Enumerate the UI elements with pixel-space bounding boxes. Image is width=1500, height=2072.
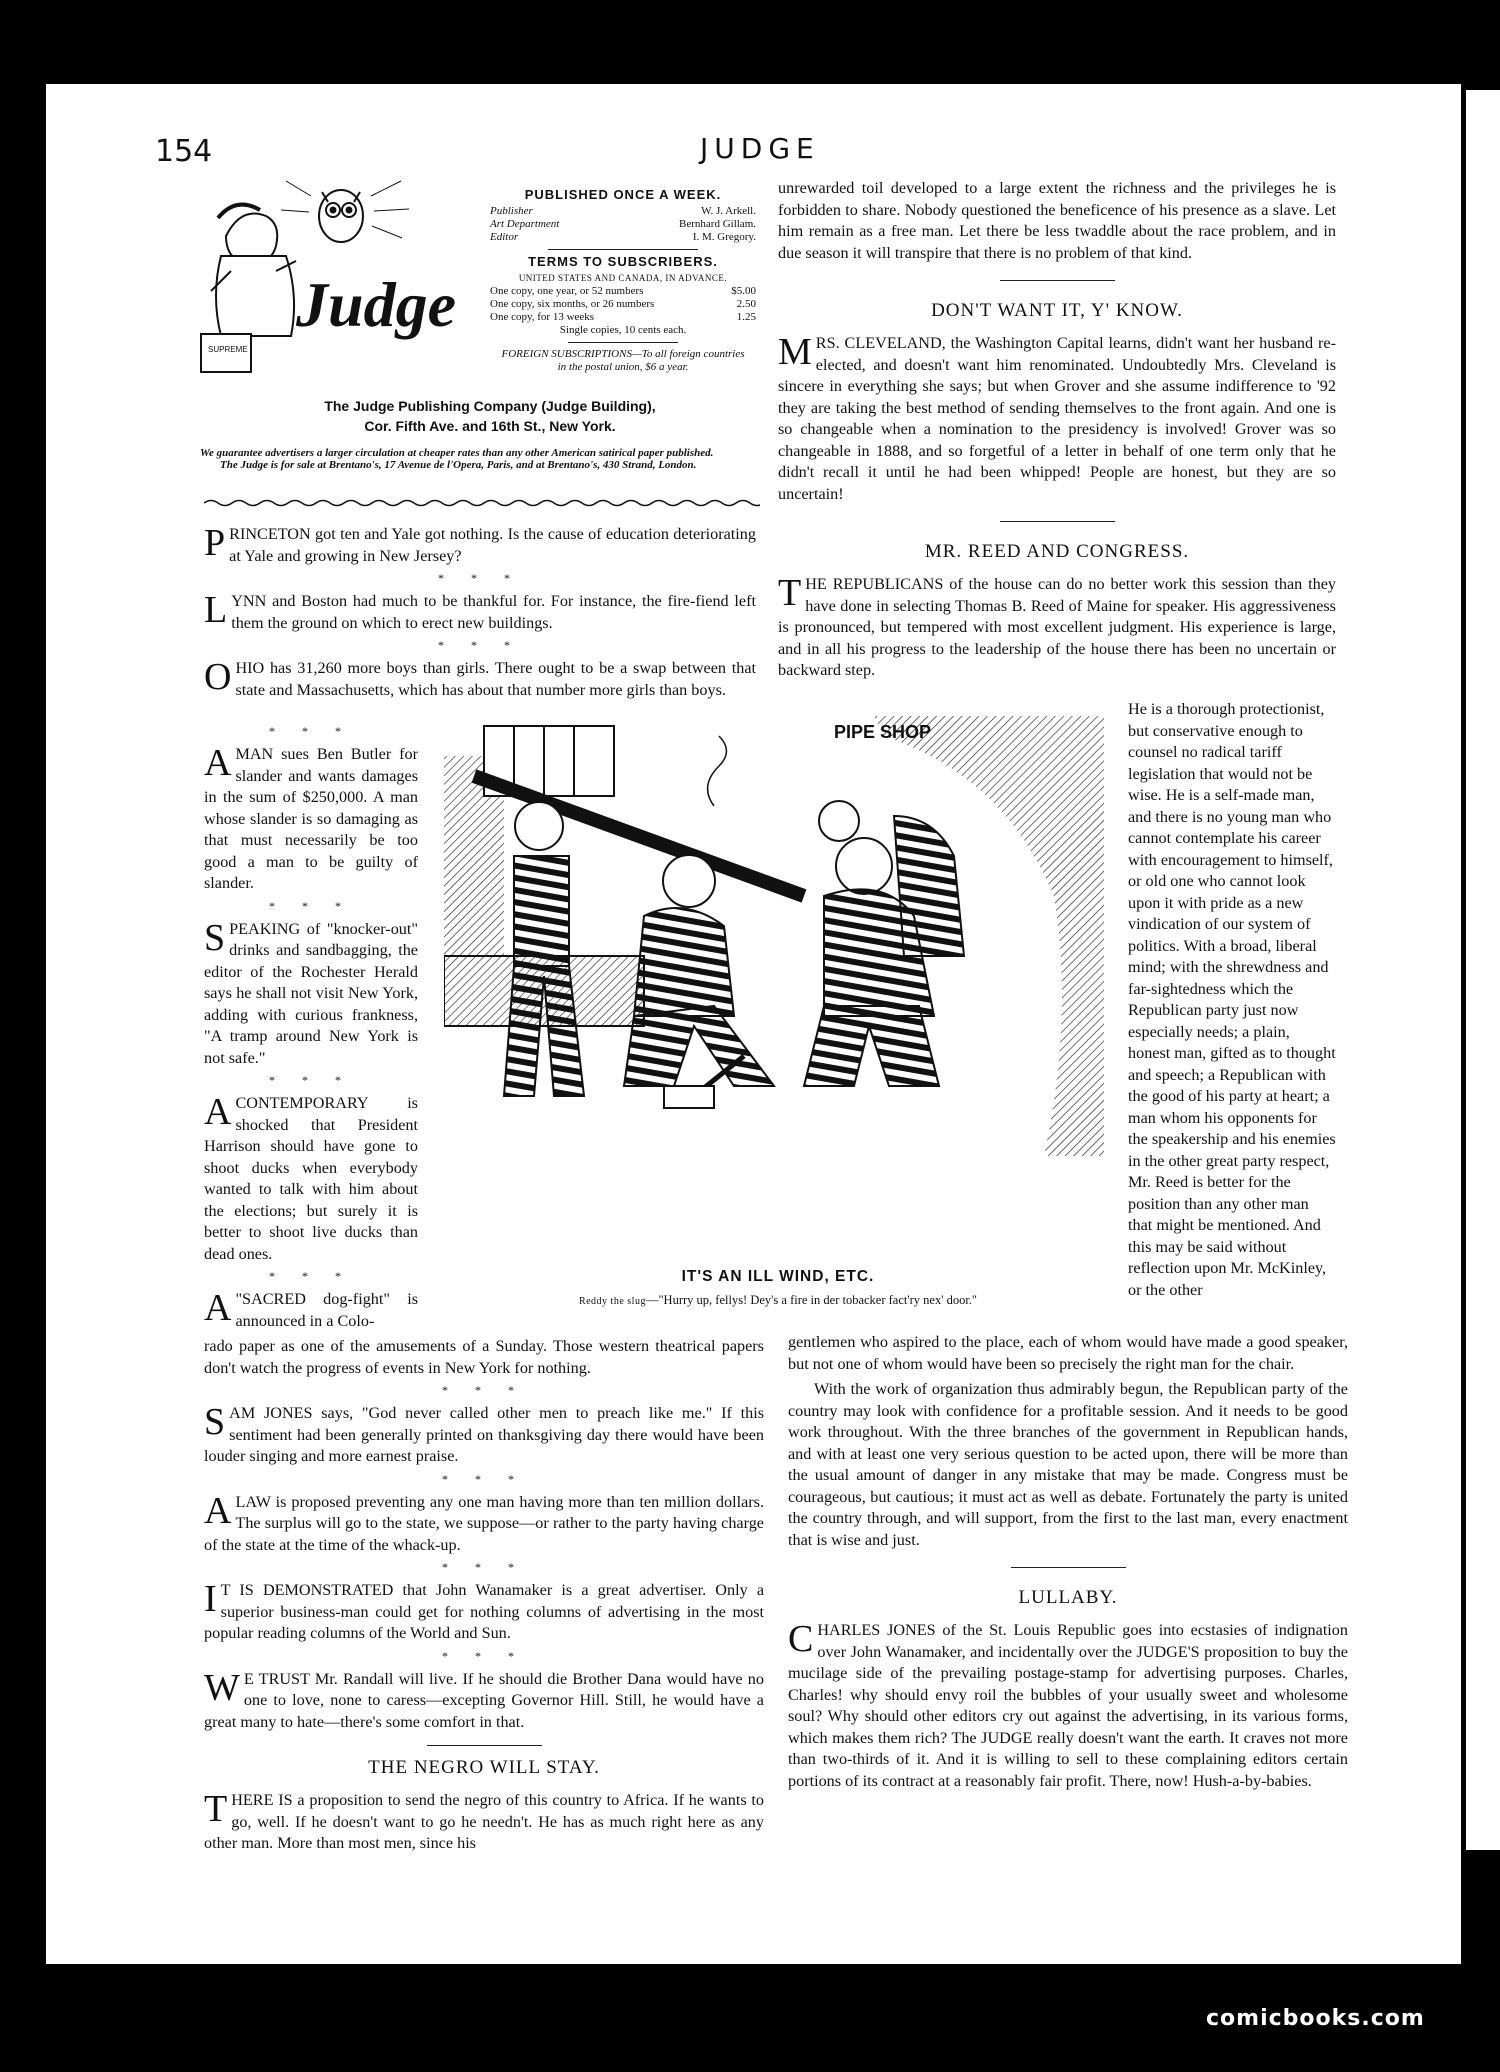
paragraph-cleveland: MRS. CLEVELAND, the Washington Capital learns, didn't want her husband re-elected, and doesn't want him renominated. Undoubtedly Mrs. Cleveland is sincere in everything she says; but when Grover and she assume indifference to '92 they are taking the best method of sending themselves to the front again. And one is so changeable when a nomination to the presidency is involved! Grover was so changeable in 1888, and so forgetful of a letter in behalf of one term only that he didn't recall it until he had been whipped! People are honest, but they are so uncertain!	[778, 331, 1336, 503]
paragraph-law: ALAW is proposed preventing any one man having more than ten million dollars. The surplus will go to the state, we suppose—or rather to the party having charge of the state at the time of the whack-up.	[204, 1489, 764, 1554]
masthead-info	[490, 186, 756, 374]
paragraph-reed: THE REPUBLICANS of the house can do no better work this session than they have done in selecting Thomas B. Reed of Maine for speaker. His aggressiveness is pronounced, but tempered with most excellent judgment. His experience is large, and in all his progress to the leadership of the house there has been no uncertain or backward step.	[778, 572, 1336, 679]
paragraph-ohio: OHIO has 31,260 more boys than girls. There ought to be a swap between that state and Massachusetts, which has about that number more girls than boys.	[204, 656, 756, 699]
section-rule	[1011, 1567, 1126, 1568]
masthead-notes	[200, 447, 760, 471]
caption-quote: —"Hurry up, fellys! Dey's a fire in der tobacker fact'ry nex' door."	[645, 1293, 978, 1307]
left-column-lower	[204, 1336, 764, 1859]
section-stars: * * *	[442, 1648, 526, 1663]
published-line: PUBLISHED ONCE A WEEK.	[524, 187, 722, 202]
right-column-lower	[788, 1332, 1348, 1796]
paragraph-dogfight-cont: rado paper as one of the amusements of a Sunday. Those western theatrical papers don't watch the progress of events in New York for nothing.	[204, 1337, 764, 1377]
staff-art: Art Department Bernhard Gillam.	[490, 218, 756, 230]
logo-box-text: SUPREME	[208, 345, 248, 354]
paragraph-lullaby: CHARLES JONES of the St. Louis Republic goes into ecstasies of indignation over John Wanamaker, and incidentally over the JUDGE'S proposition to buy the mucilage side of the prevailing postage-stamp for advertising purposes. Charles, Charles! why should envy roil the bubbles of your usually sweet and wholesome soul? Why should other editors cry out against the advertising, in its various forms, which makes them rich? The JUDGE really doesn't want the earth. It craves not more than two-thirds of it. And it is willing to sell to these complaining editors certain portions of its contract at a reasonably fair profit. There, now! Hush-a-by-babies.	[788, 1618, 1348, 1790]
sale-note: The Judge is for sale at Brentano's, 17 Avenue de l'Opera, Paris, and at Brentano's, 430 Strand, London.	[220, 459, 697, 471]
section-stars: * * *	[269, 1269, 353, 1283]
cartoon-title: IT'S AN ILL WIND, ETC.	[681, 1268, 875, 1285]
term-row: One copy, for 13 weeks 1.25	[490, 311, 756, 323]
publisher-company: The Judge Publishing Company (Judge Building), Cor. Fifth Ave. and 16th St., New York.	[324, 398, 656, 434]
section-rule	[1000, 280, 1115, 281]
paragraph-speaking: SPEAKING of "knocker-out" drinks and sandbagging, the editor of the Rochester Herald says he shall not visit New York, adding with curious frankness, "A tramp around New York is not safe."	[204, 916, 418, 1067]
term-row: One copy, six months, or 26 numbers 2.50	[490, 298, 756, 310]
heading-lullaby: LULLABY.	[1018, 1587, 1118, 1608]
terms-sub: UNITED STATES AND CANADA, IN ADVANCE.	[518, 273, 728, 283]
right-column-top	[778, 178, 1336, 686]
paragraph-randall: WE TRUST Mr. Randall will live. If he should die Brother Dana would have no one to love, none to caress—excepting Governor Hill. Still, he would have a great many to hate—there's some comfort in that.	[204, 1666, 764, 1731]
logo-text: Judge	[296, 269, 456, 340]
single-copies: Single copies, 10 cents each.	[559, 324, 687, 336]
foreign-subscriptions: FOREIGN SUBSCRIPTIONS—To all foreign countries in the postal union, $6 a year.	[501, 348, 745, 373]
left-column-narrow	[204, 722, 418, 1336]
judge-masthead-logo	[196, 176, 476, 376]
right-column-narrow	[1128, 699, 1336, 1305]
section-stars: * * *	[269, 1073, 353, 1087]
section-rule	[427, 1745, 542, 1746]
paragraph-reed-cont: gentlemen who aspired to the place, each of whom would have made a good speaker, but not one of whom would have been so precisely the right man for the chair.	[788, 1333, 1348, 1373]
paragraph-wanamaker: IT IS DEMONSTRATED that John Wanamaker is a great advertiser. Only a superior business-man could get for nothing columns of advertising in the most popular reading columns of the World and Sun.	[204, 1578, 764, 1642]
paragraph-sam-jones: SAM JONES says, "God never called other men to preach like me." If this sentiment had been generally printed on thanksgiving day there would have been louder singing and more earnest praise.	[204, 1401, 764, 1465]
paragraph-negro: THERE IS a proposition to send the negro of this country to Africa. If he wants to go, well. If he doesn't want to go he needn't. He has as much right here as any other man. More than most men, since his	[204, 1788, 764, 1852]
section-stars: * * *	[442, 1471, 526, 1486]
heading-reed: MR. REED AND CONGRESS.	[924, 541, 1190, 562]
heading-dont-want: DON'T WANT IT, Y' KNOW.	[931, 300, 1183, 321]
page-number: 154	[155, 134, 213, 169]
cartoon-illustration	[444, 716, 1112, 1214]
section-stars: * * *	[442, 1383, 526, 1397]
pipe-shop-sign: PIPE SHOP	[834, 722, 932, 742]
paragraph-dogfight: A"SACRED dog-fight" is announced in a Colo-	[204, 1287, 418, 1330]
paragraph-contemporary: ACONTEMPORARY is shocked that President Harrison should have gone to shoot ducks when everybody wanted to talk with him about the elections; but surely it is better to shoot live ducks than dead ones.	[204, 1091, 418, 1263]
paragraph-negro-cont: unrewarded toil developed to a large extent the richness and the privileges he is forbidden to share. Nobody questioned the beneficence of his presence as a slave. Let him remain as a free man. Let there be less twaddle about the race problem, and in due season it will transpire that there is no problem of that kind.	[778, 179, 1336, 262]
term-row: One copy, one year, or 52 numbers $5.00	[490, 285, 756, 297]
section-rule	[1000, 521, 1115, 522]
cartoon-caption	[444, 1293, 1112, 1308]
left-column-top	[204, 524, 756, 705]
section-stars: * * *	[269, 724, 353, 738]
paragraph-princeton: PRINCETON got ten and Yale got nothing. Is the cause of education deteriorating at Yale and growing in New Jersey?	[204, 522, 756, 565]
guarantee-note: We guarantee advertisers a larger circulation at cheaper rates than any other American satirical paper published.	[200, 447, 714, 459]
adjacent-page-edge	[1466, 90, 1500, 1850]
staff-publisher: Publisher W. J. Arkell.	[490, 205, 756, 217]
paragraph-butler: AMAN sues Ben Butler for slander and wants damages in the sum of $250,000. A man whose slander is so damaging as that must necessarily be too good a man to be guilty of slander.	[204, 742, 418, 892]
paragraph-lynn: LYNN and Boston had much to be thankful for. For instance, the fire-fiend left them the ground on which to erect new buildings.	[204, 589, 756, 632]
section-stars: * * *	[438, 638, 522, 652]
staff-editor: Editor I. M. Gregory.	[490, 231, 756, 243]
terms-heading: TERMS TO SUBSCRIBERS.	[528, 254, 718, 269]
ornamental-rule	[204, 498, 760, 508]
paragraph-reed-narrow: He is a thorough protectionist, but conservative enough to counsel no radical tariff legislation that would not be wise. He is a self-made man, and there is no young man who cannot contemplate his career with encouragement to himself, or old one who cannot look upon it with pride as a new vindication of our system of politics. With a broad, liberal mind; with the shrewdness and far-sightedness which the Republican party just now especially needs; a plain, honest man, gifted as to thought and speech; a Republican with the good of his party at heart; a man whom his opponents for the speakership and his enemies in the other great party respect, Mr. Reed is better for the position than any other man that might be mentioned. And this may be said without reflection upon Mr. McKinley, or the other	[1128, 700, 1336, 1299]
caption-speaker: Reddy the slug	[578, 1296, 646, 1307]
running-head: JUDGE	[700, 132, 820, 165]
heading-negro: THE NEGRO WILL STAY.	[368, 1757, 600, 1778]
section-stars: * * *	[442, 1560, 526, 1574]
section-stars: * * *	[438, 571, 522, 585]
section-stars: * * *	[269, 898, 353, 913]
watermark-text: comicbooks.com	[1206, 2006, 1425, 2031]
paragraph-reed-cont2: With the work of organization thus admirably begun, the Republican party of the country may look with confidence for a profitable session. And it needs to be good work throughout. With the three branches of the government in Republican hands, and with at least one very serious question to be acted upon, there will be more than the usual amount of danger in any mistake that may be made. Congress must be courageous, but cautious; it must act as well as debate. Fortunately the party is united the country through, and will support, from the first to the last man, every enactment that is wise and just.	[788, 1380, 1348, 1549]
